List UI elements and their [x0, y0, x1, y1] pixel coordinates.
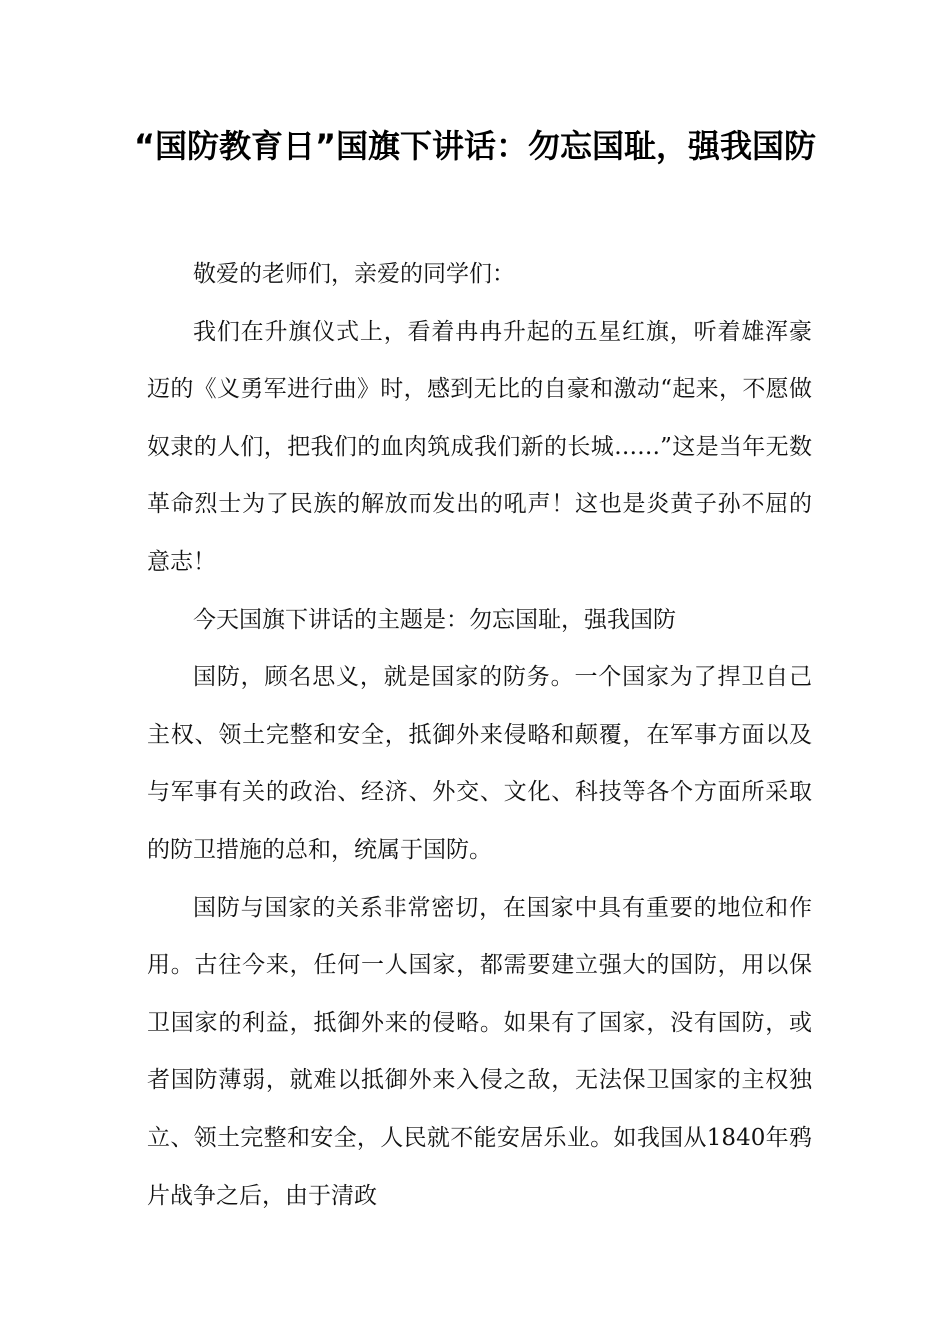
paragraph-flag-ceremony: 我们在升旗仪式上，看着冉冉升起的五星红旗，听着雄浑豪迈的《义勇军进行曲》时，感到无比的自豪和激动“起来，不愿做奴隶的人们，把我们的血肉筑成我们新的长城……”这是当年无数革命烈士为了民族的解放而发出的吼声！这也是炎黄子孙不屈的意志！: [147, 318, 812, 575]
document-title: “国防教育日”国旗下讲话：勿忘国耻，强我国防: [133, 127, 817, 165]
document-body: [147, 246, 812, 1225]
paragraph-defense-definition: 国防，顾名思义，就是国家的防务。一个国家为了捍卫自己主权、领土完整和安全，抵御外来侵略和颠覆，在军事方面以及与军事有关的政治、经济、外交、文化、科技等各个方面所采取的防卫措施的总和，统属于国防。: [147, 664, 812, 863]
paragraph-greeting: 敬爱的老师们，亲爱的同学们：: [193, 261, 515, 287]
paragraph-defense-importance: 国防与国家的关系非常密切，在国家中具有重要的地位和作用。古往今来，任何一人国家，都需要建立强大的国防，用以保卫国家的利益，抵御外来的侵略。如果有了国家，没有国防，或者国防薄弱，就难以抵御外来入侵之敌，无法保卫国家的主权独立、领土完整和安全，人民就不能安居乐业。如我国从1840年鸦片战争之后，由于清政: [147, 894, 812, 1209]
paragraph-theme: 今天国旗下讲话的主题是：勿忘国耻，强我国防: [193, 606, 676, 633]
